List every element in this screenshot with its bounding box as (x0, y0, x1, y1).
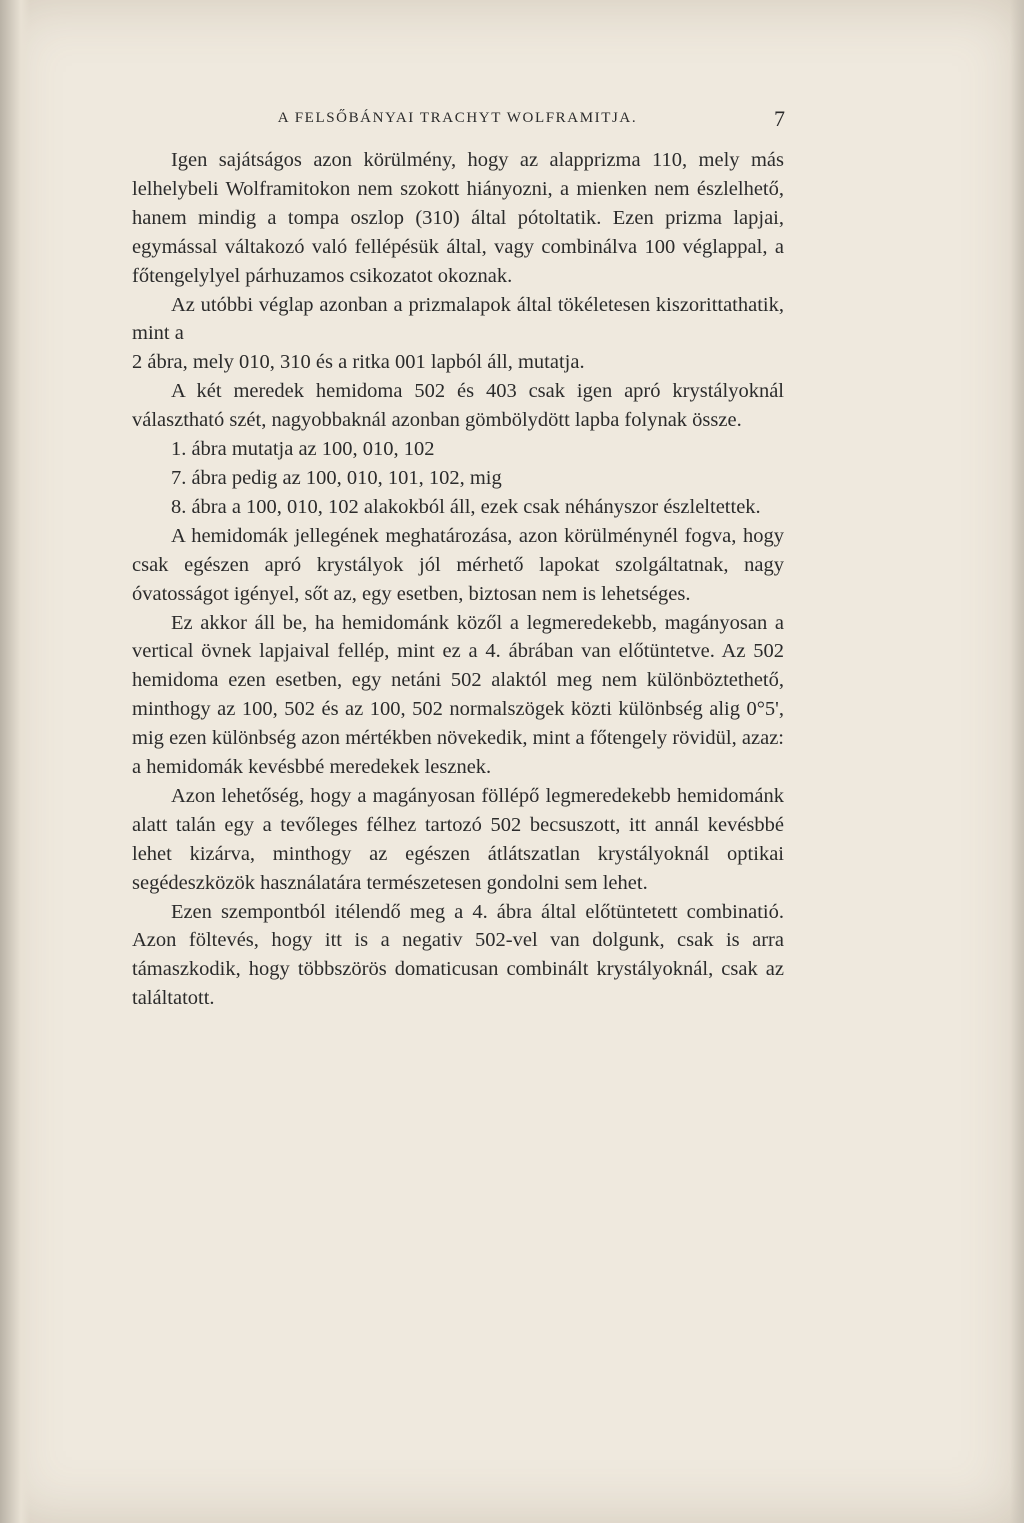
paragraph: Ez akkor áll be, ha hemidománk közől a legmeredekebb, magányosan a vertical övnek lapjaival fellép, mint ez a 4. ábrában van előtüntetve. Az 502 hemidoma ezen esetben, egy netáni 502 alaktól meg nem különböztethető, minthogy az 100, 502 és az 100, 502 normalszögek közti különbség alig 0°5', mig ezen különbség azon mértékben növekedik, mint a főtengely rövidül, azaz: a hemidomák kevésbbé meredekek lesznek. (132, 611, 784, 779)
paragraph: Igen sajátságos azon körülmény, hogy az alapprizma 110, mely más lelhelybeli Wolframitokon nem szokott hiányozni, a mienken nem észlelhető, hanem mindig a tompa oszlop (310) által pótoltatik. Ezen prizma lapjai, egymással váltakozó való fellépésük által, vagy combinálva 100 véglappal, a főtengelylyel párhuzamos csikozatot okoznak. (132, 149, 784, 287)
page-left-edge (0, 0, 30, 1523)
paragraph: Az utóbbi véglap azonban a prizmalapok által tökéletesen kiszorittathatik, mint a (132, 293, 784, 345)
paragraph: 8. ábra a 100, 010, 102 alakokból áll, ezek csak néhányszor észleltettek. (170, 495, 761, 518)
page-body (132, 146, 784, 1013)
paragraph: 2 ábra, mely 010, 310 és a ritka 001 lapból áll, mutatja. (132, 351, 585, 374)
page-right-edge (1010, 0, 1024, 1523)
header-title: A FELSŐBÁNYAI TRACHYT WOLFRAMITJA. (277, 110, 638, 126)
paragraph: A két meredek hemidoma 502 és 403 csak igen apró krystályoknál választható szét, nagyobbaknál azonban gömbölydött lapba folynak össze. (132, 380, 784, 432)
running-header (130, 106, 785, 134)
paragraph: 1. ábra mutatja az 100, 010, 102 (170, 438, 435, 461)
paragraph: Azon lehetőség, hogy a magányosan föllépő legmeredekebb hemidománk alatt talán egy a tevőleges félhez tartozó 502 becsuszott, itt annál kevésbbé lehet kizárva, minthogy az egészen átlátszatlan krystályoknál optikai segédeszközök használatára természetesen gondolni sem lehet. (132, 784, 784, 894)
paragraph: 7. ábra pedig az 100, 010, 101, 102, mig (170, 466, 502, 489)
page-number: 7 (774, 106, 785, 131)
paragraph: A hemidomák jellegének meghatározása, azon körülménynél fogva, hogy csak egészen apró krystályok jól mérhető lapokat szolgáltatnak, nagy óvatosságot igényel, sőt az, egy esetben, biztosan nem is lehetséges. (132, 524, 784, 605)
paragraph: Ezen szempontból itélendő meg a 4. ábra által előtüntetett combinatió. Azon föltevés, hogy itt is a negativ 502-vel van dolgunk, csak is arra támaszkodik, hogy többszörös domaticusan combinált krystályoknál, csak az találtatott. (132, 900, 784, 1010)
